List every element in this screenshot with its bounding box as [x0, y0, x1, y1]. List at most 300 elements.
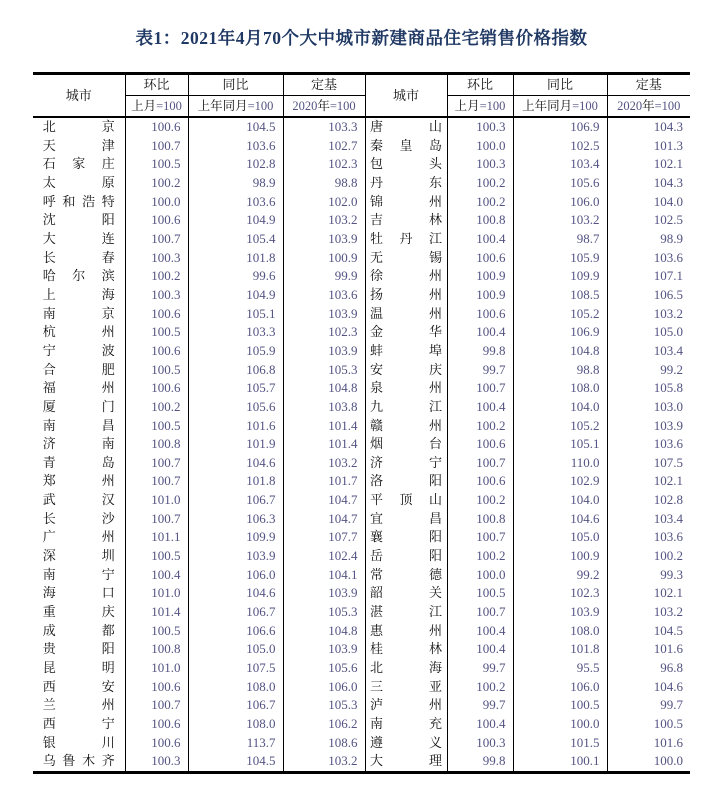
city-cell [365, 603, 447, 622]
index-value-cell: 106.0 [283, 678, 365, 697]
table-row [33, 472, 690, 491]
index-value-cell: 98.8 [283, 174, 365, 193]
city-cell [33, 584, 125, 603]
header-mom-base-left: 上月=100 [125, 96, 188, 118]
index-value-cell: 100.8 [125, 640, 188, 659]
city-cell [365, 174, 447, 193]
index-value-cell: 103.9 [283, 230, 365, 249]
index-value-cell: 100.9 [283, 249, 365, 268]
city-cell [33, 361, 125, 380]
index-value-cell: 106.9 [513, 323, 607, 342]
index-value-cell: 99.8 [447, 342, 513, 361]
city-name: 南宁 [42, 566, 115, 582]
index-value-cell: 104.0 [513, 491, 607, 510]
index-value-cell: 100.5 [447, 584, 513, 603]
city-cell [365, 286, 447, 305]
city-name: 西宁 [42, 716, 115, 731]
city-cell [33, 603, 125, 622]
index-value-cell: 103.9 [283, 342, 365, 361]
index-value-cell: 100.0 [607, 752, 690, 772]
index-value-cell: 105.3 [283, 696, 365, 715]
index-value-cell: 104.9 [188, 286, 283, 305]
city-cell [33, 715, 125, 734]
index-value-cell: 100.5 [125, 155, 188, 174]
city-cell [33, 696, 125, 715]
index-value-cell: 105.9 [513, 249, 607, 268]
header-mom-left: 环比 [125, 74, 188, 96]
city-cell [365, 491, 447, 510]
index-value-cell: 100.9 [513, 547, 607, 566]
table-header [33, 74, 690, 118]
city-name: 九江 [370, 398, 442, 414]
city-cell [33, 659, 125, 678]
index-value-cell: 105.6 [283, 659, 365, 678]
city-cell [365, 249, 447, 268]
table-row [33, 155, 690, 174]
index-value-cell: 103.6 [607, 528, 690, 547]
index-value-cell: 105.2 [513, 305, 607, 324]
city-name: 韶关 [370, 585, 442, 601]
table-row [33, 752, 690, 772]
index-value-cell: 105.1 [513, 435, 607, 454]
index-value-cell: 104.0 [607, 193, 690, 212]
city-name: 昆明 [42, 660, 115, 676]
index-value-cell: 100.2 [447, 174, 513, 193]
index-value-cell: 104.3 [607, 117, 690, 137]
index-value-cell: 100.4 [447, 640, 513, 659]
city-name: 厦门 [42, 398, 115, 414]
city-name: 湛江 [370, 604, 442, 620]
city-name: 太原 [42, 174, 115, 190]
index-value-cell: 105.0 [188, 640, 283, 659]
index-value-cell: 105.9 [188, 342, 283, 361]
table-row [33, 137, 690, 156]
index-value-cell: 108.0 [188, 715, 283, 734]
index-value-cell: 103.4 [607, 510, 690, 529]
city-name: 桂林 [370, 641, 442, 657]
city-cell [33, 528, 125, 547]
index-value-cell: 107.7 [283, 528, 365, 547]
city-name: 杭州 [42, 324, 115, 340]
city-name: 郑州 [42, 473, 115, 489]
table-row [33, 211, 690, 230]
city-name: 大理 [370, 753, 442, 769]
index-value-cell: 100.7 [125, 454, 188, 473]
table-row [33, 454, 690, 473]
index-value-cell: 105.3 [283, 603, 365, 622]
header-mom-right: 环比 [447, 74, 513, 96]
city-cell [365, 417, 447, 436]
index-value-cell: 101.8 [513, 640, 607, 659]
city-cell [365, 211, 447, 230]
city-cell [365, 510, 447, 529]
index-value-cell: 100.6 [125, 117, 188, 137]
city-name: 银川 [42, 734, 115, 750]
index-value-cell: 100.7 [125, 137, 188, 156]
index-value-cell: 105.6 [188, 398, 283, 417]
city-name: 宜昌 [370, 510, 442, 526]
index-value-cell: 102.4 [283, 547, 365, 566]
city-cell [33, 117, 125, 137]
header-yoy-base-left: 上年同月=100 [188, 96, 283, 118]
header-yoy-right: 同比 [513, 74, 607, 96]
city-name: 牡丹江 [370, 230, 442, 246]
index-value-cell: 104.8 [283, 379, 365, 398]
index-value-cell: 103.2 [607, 603, 690, 622]
header-row-top [33, 74, 690, 96]
city-name: 济南 [42, 436, 115, 452]
index-value-cell: 100.2 [125, 267, 188, 286]
index-value-cell: 102.1 [607, 584, 690, 603]
city-name: 常德 [370, 566, 442, 582]
city-name: 秦皇岛 [370, 137, 442, 153]
index-value-cell: 98.8 [513, 361, 607, 380]
index-value-cell: 104.3 [607, 174, 690, 193]
city-name: 赣州 [370, 417, 442, 433]
city-name: 洛阳 [370, 473, 442, 489]
city-name: 惠州 [370, 622, 442, 638]
city-cell [365, 715, 447, 734]
city-name: 青岛 [42, 454, 115, 470]
index-value-cell: 106.5 [607, 286, 690, 305]
city-name: 济宁 [370, 454, 442, 470]
index-value-cell: 107.5 [607, 454, 690, 473]
index-value-cell: 106.7 [188, 696, 283, 715]
city-cell [365, 696, 447, 715]
table-row [33, 603, 690, 622]
table-row [33, 715, 690, 734]
index-value-cell: 100.7 [447, 454, 513, 473]
index-value-cell: 99.3 [607, 566, 690, 585]
index-value-cell: 96.8 [607, 659, 690, 678]
index-value-cell: 100.7 [447, 528, 513, 547]
city-name: 沈阳 [42, 212, 115, 228]
city-cell [33, 547, 125, 566]
table-row [33, 323, 690, 342]
city-name: 兰州 [42, 697, 115, 713]
index-value-cell: 100.6 [125, 305, 188, 324]
index-value-cell: 106.2 [283, 715, 365, 734]
index-value-cell: 99.2 [607, 361, 690, 380]
index-value-cell: 101.3 [607, 137, 690, 156]
table-row [33, 286, 690, 305]
index-value-cell: 99.8 [447, 752, 513, 772]
index-value-cell: 100.2 [607, 547, 690, 566]
table-row [33, 696, 690, 715]
index-value-cell: 100.9 [447, 267, 513, 286]
header-city-right: 城市 [365, 74, 447, 118]
index-value-cell: 105.1 [188, 305, 283, 324]
index-value-cell: 100.7 [125, 510, 188, 529]
table-row [33, 584, 690, 603]
city-cell [365, 547, 447, 566]
index-value-cell: 106.9 [513, 117, 607, 137]
index-value-cell: 106.8 [188, 361, 283, 380]
header-fixedbase-right: 定基 [607, 74, 690, 96]
index-value-cell: 100.0 [513, 715, 607, 734]
index-value-cell: 100.5 [125, 417, 188, 436]
city-cell [365, 117, 447, 137]
table-row [33, 528, 690, 547]
index-value-cell: 104.5 [607, 622, 690, 641]
index-value-cell: 101.1 [125, 528, 188, 547]
index-value-cell: 108.0 [188, 678, 283, 697]
index-value-cell: 104.1 [283, 566, 365, 585]
city-name: 蚌埠 [370, 342, 442, 358]
index-value-cell: 104.7 [283, 491, 365, 510]
header-yoy-base-right: 上年同月=100 [513, 96, 607, 118]
city-name: 南京 [42, 305, 115, 321]
index-value-cell: 100.7 [125, 472, 188, 491]
city-cell [33, 491, 125, 510]
city-cell [33, 752, 125, 772]
city-cell [33, 286, 125, 305]
city-cell [33, 472, 125, 491]
index-value-cell: 104.6 [513, 510, 607, 529]
city-cell [33, 211, 125, 230]
index-value-cell: 104.0 [513, 398, 607, 417]
index-value-cell: 106.7 [188, 491, 283, 510]
table-row [33, 566, 690, 585]
base-value: 2020 [617, 99, 643, 113]
index-value-cell: 106.6 [188, 622, 283, 641]
index-value-cell: 103.2 [283, 211, 365, 230]
table-row [33, 640, 690, 659]
index-value-cell: 105.0 [513, 528, 607, 547]
city-cell [365, 566, 447, 585]
city-cell [365, 435, 447, 454]
index-value-cell: 100.8 [447, 510, 513, 529]
index-value-cell: 95.5 [513, 659, 607, 678]
city-cell [33, 174, 125, 193]
city-cell [33, 640, 125, 659]
index-value-cell: 104.5 [188, 752, 283, 772]
city-cell [33, 435, 125, 454]
index-value-cell: 98.9 [188, 174, 283, 193]
city-name: 扬州 [370, 286, 442, 302]
base-value: =100 [572, 99, 598, 113]
index-value-cell: 103.2 [283, 454, 365, 473]
index-value-cell: 101.5 [513, 734, 607, 753]
table-row [33, 547, 690, 566]
index-value-cell: 100.7 [447, 379, 513, 398]
index-value-cell: 100.2 [447, 193, 513, 212]
table-row [33, 305, 690, 324]
index-value-cell: 100.2 [447, 547, 513, 566]
index-value-cell: 109.9 [513, 267, 607, 286]
index-value-cell: 100.4 [125, 566, 188, 585]
index-value-cell: 99.6 [188, 267, 283, 286]
city-cell [365, 454, 447, 473]
index-value-cell: 100.2 [447, 417, 513, 436]
index-value-cell: 108.0 [513, 622, 607, 641]
city-cell [33, 454, 125, 473]
city-cell [365, 678, 447, 697]
index-value-cell: 100.4 [447, 323, 513, 342]
base-value: =100 [479, 99, 506, 113]
city-name: 宁波 [42, 342, 115, 358]
index-value-cell: 100.6 [125, 342, 188, 361]
index-value-cell: 102.1 [607, 155, 690, 174]
city-cell [365, 528, 447, 547]
city-cell [365, 659, 447, 678]
table-row [33, 230, 690, 249]
index-value-cell: 100.4 [447, 398, 513, 417]
index-value-cell: 100.3 [125, 249, 188, 268]
table-row [33, 398, 690, 417]
index-value-cell: 100.4 [447, 622, 513, 641]
index-value-cell: 103.6 [283, 286, 365, 305]
index-value-cell: 106.0 [513, 678, 607, 697]
index-value-cell: 103.2 [513, 211, 607, 230]
city-name: 乌鲁木齐 [42, 753, 115, 769]
index-value-cell: 100.8 [447, 211, 513, 230]
table-body [33, 117, 690, 772]
index-value-cell: 103.6 [607, 249, 690, 268]
index-value-cell: 100.6 [125, 715, 188, 734]
index-value-cell: 100.6 [125, 678, 188, 697]
table-row [33, 342, 690, 361]
base-value: =100 [654, 99, 681, 113]
city-cell [33, 137, 125, 156]
city-name: 丹东 [370, 174, 442, 190]
city-name: 合肥 [42, 361, 115, 377]
city-cell [365, 734, 447, 753]
index-value-cell: 106.0 [188, 566, 283, 585]
city-name: 徐州 [370, 268, 442, 284]
index-value-cell: 99.7 [447, 659, 513, 678]
index-value-cell: 101.8 [188, 472, 283, 491]
city-name: 北京 [42, 119, 115, 134]
table-row [33, 379, 690, 398]
index-value-cell: 105.2 [513, 417, 607, 436]
city-name: 海口 [42, 585, 115, 601]
index-value-cell: 103.9 [283, 584, 365, 603]
index-value-cell: 98.9 [607, 230, 690, 249]
city-cell [365, 323, 447, 342]
table-row [33, 417, 690, 436]
index-value-cell: 107.1 [607, 267, 690, 286]
index-value-cell: 100.0 [447, 137, 513, 156]
city-cell [365, 752, 447, 772]
city-cell [365, 193, 447, 212]
city-name: 岳阳 [370, 548, 442, 564]
city-name: 三亚 [370, 678, 442, 694]
index-value-cell: 104.6 [188, 454, 283, 473]
index-value-cell: 103.2 [607, 305, 690, 324]
city-name: 南充 [370, 716, 442, 731]
index-value-cell: 103.9 [188, 547, 283, 566]
table-row [33, 678, 690, 697]
index-value-cell: 103.4 [607, 342, 690, 361]
index-value-cell: 113.7 [188, 734, 283, 753]
index-value-cell: 103.9 [283, 305, 365, 324]
index-value-cell: 100.4 [447, 715, 513, 734]
index-value-cell: 102.0 [283, 193, 365, 212]
city-name: 天津 [42, 137, 115, 153]
index-value-cell: 98.7 [513, 230, 607, 249]
city-cell [33, 398, 125, 417]
city-cell [365, 230, 447, 249]
city-name: 温州 [370, 305, 442, 321]
index-value-cell: 104.5 [188, 117, 283, 137]
index-value-cell: 100.5 [513, 696, 607, 715]
index-value-cell: 108.6 [283, 734, 365, 753]
city-cell [33, 510, 125, 529]
index-value-cell: 99.7 [447, 696, 513, 715]
index-value-cell: 102.3 [283, 323, 365, 342]
index-value-cell: 104.6 [188, 584, 283, 603]
index-value-cell: 99.7 [447, 361, 513, 380]
table-row [33, 249, 690, 268]
base-value: 2020 [292, 99, 318, 113]
city-name: 安庆 [370, 361, 442, 377]
index-value-cell: 100.2 [447, 678, 513, 697]
city-name: 泸州 [370, 697, 442, 713]
index-value-cell: 100.5 [607, 715, 690, 734]
index-value-cell: 104.9 [188, 211, 283, 230]
index-value-cell: 102.8 [607, 491, 690, 510]
city-name: 哈尔滨 [42, 268, 115, 284]
city-name: 遵义 [370, 734, 442, 750]
index-value-cell: 102.7 [283, 137, 365, 156]
index-value-cell: 103.6 [188, 193, 283, 212]
price-index-table [33, 72, 690, 774]
header-yoy-left: 同比 [188, 74, 283, 96]
city-cell [365, 342, 447, 361]
index-value-cell: 101.6 [607, 640, 690, 659]
city-name: 泉州 [370, 380, 442, 396]
city-cell [365, 622, 447, 641]
index-value-cell: 103.9 [283, 640, 365, 659]
table-row [33, 510, 690, 529]
city-cell [33, 622, 125, 641]
table-row [33, 659, 690, 678]
base-value: =100 [156, 99, 182, 113]
base-value: =100 [329, 99, 356, 113]
city-name: 北海 [370, 660, 442, 676]
index-value-cell: 100.2 [447, 491, 513, 510]
index-value-cell: 105.8 [607, 379, 690, 398]
city-cell [365, 472, 447, 491]
index-value-cell: 100.5 [125, 547, 188, 566]
index-value-cell: 103.0 [607, 398, 690, 417]
index-value-cell: 100.3 [125, 286, 188, 305]
index-value-cell: 100.9 [447, 286, 513, 305]
city-name: 长春 [42, 249, 115, 265]
index-value-cell: 103.9 [607, 417, 690, 436]
index-value-cell: 100.2 [125, 398, 188, 417]
city-name: 烟台 [370, 436, 442, 452]
index-value-cell: 100.6 [447, 305, 513, 324]
city-cell [365, 379, 447, 398]
index-value-cell: 109.9 [188, 528, 283, 547]
index-value-cell: 101.6 [607, 734, 690, 753]
city-cell [365, 305, 447, 324]
index-value-cell: 108.0 [513, 379, 607, 398]
header-mom-base-right: 上月=100 [447, 96, 513, 118]
city-cell [33, 342, 125, 361]
index-value-cell: 110.0 [513, 454, 607, 473]
city-cell [365, 137, 447, 156]
header-row-base [33, 96, 690, 118]
index-value-cell: 100.3 [447, 117, 513, 137]
index-value-cell: 100.3 [447, 734, 513, 753]
index-value-cell: 100.6 [125, 211, 188, 230]
index-value-cell: 100.3 [125, 752, 188, 772]
city-cell [33, 230, 125, 249]
index-value-cell: 103.3 [283, 117, 365, 137]
